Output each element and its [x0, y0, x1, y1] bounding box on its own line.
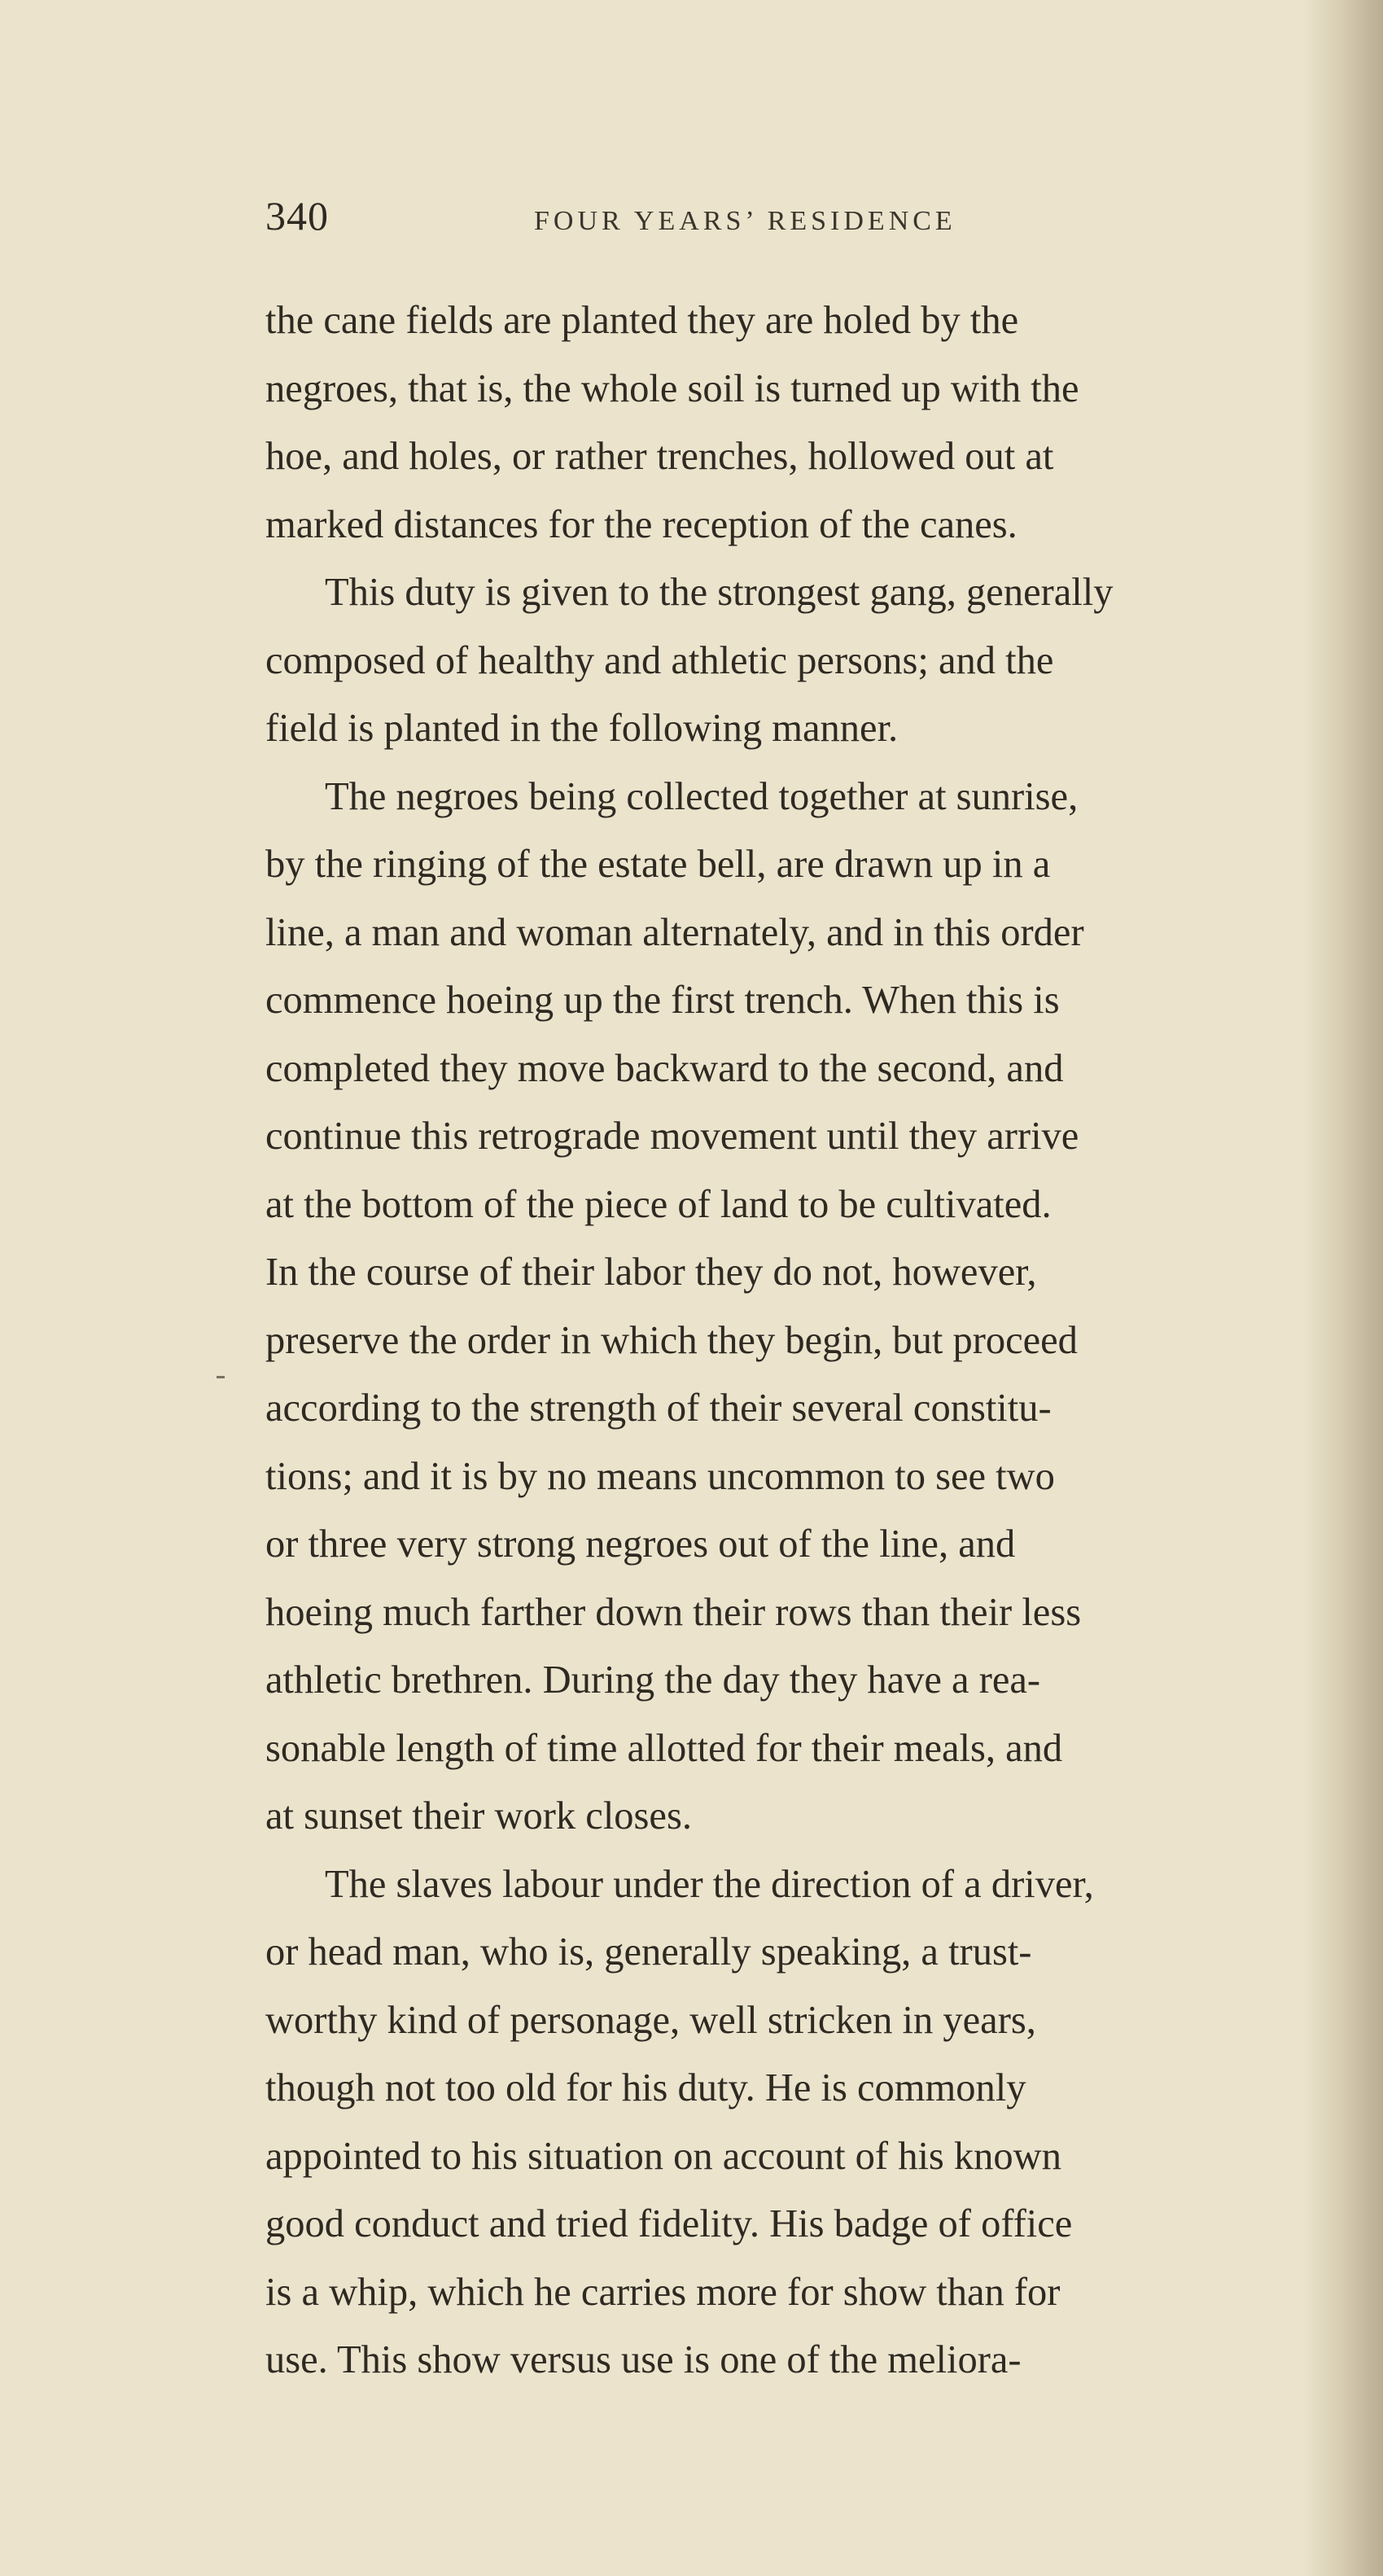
text-line: at the bottom of the piece of land to be cultivated. — [265, 1182, 1052, 1226]
text-line: according to the strength of their several constitu- — [265, 1387, 1052, 1430]
page-number: 340 — [265, 193, 329, 239]
text-line: field is planted in the following manner. — [265, 707, 899, 750]
text-line: hoeing much farther down their rows than their less — [265, 1590, 1082, 1634]
text-line: completed they move backward to the second, and — [265, 1046, 1064, 1090]
text-line: at sunset their work closes. — [265, 1794, 692, 1838]
paragraph-start-line: The slaves labour under the direction of a driver, — [325, 1862, 1094, 1906]
text-line: though not too old for his duty. He is commonly — [265, 2066, 1026, 2109]
text-line: preserve the order in which they begin, but proceed — [265, 1318, 1078, 1362]
text-line: composed of healthy and athletic persons; and the — [265, 638, 1054, 682]
text-line: marked distances for the reception of the canes. — [265, 502, 1018, 546]
text-line: negroes, that is, the whole soil is turned up with the — [265, 366, 1079, 410]
text-line: continue this retrograde movement until they arrive — [265, 1115, 1079, 1158]
text-line: appointed to his situation on account of his known — [265, 2134, 1061, 2178]
text-line: line, a man and woman alternately, and in this order — [265, 910, 1084, 954]
text-line: or three very strong negroes out of the line, and — [265, 1522, 1016, 1566]
paragraph-start-line: The negroes being collected together at sunrise, — [325, 774, 1079, 818]
text-line: the cane fields are planted they are holed by the — [265, 299, 1019, 342]
text-line: use. This show versus use is one of the meliora- — [265, 2338, 1022, 2381]
text-line: or head man, who is, generally speaking, a trust- — [265, 1930, 1032, 1974]
text-line: tions; and it is by no means uncommon to see two — [265, 1454, 1055, 1498]
text-line: sonable length of time allotted for their meals, and — [265, 1726, 1063, 1770]
running-header — [265, 192, 1315, 257]
text-line: In the course of their labor they do not, however, — [265, 1251, 1037, 1294]
text-line: worthy kind of personage, well stricken in years, — [265, 1998, 1036, 2042]
text-line: athletic brethren. During the day they have a rea- — [265, 1658, 1041, 1702]
running-title: FOUR YEARS’ RESIDENCE — [534, 206, 956, 236]
text-line: commence hoeing up the first trench. When this is — [265, 979, 1060, 1022]
paragraph-start-line: This duty is given to the strongest gang, generally — [325, 571, 1114, 614]
text-line: is a whip, which he carries more for show than for — [265, 2270, 1061, 2314]
text-line: by the ringing of the estate bell, are drawn up in a — [265, 843, 1051, 886]
text-line: hoe, and holes, or rather trenches, hollowed out at — [265, 435, 1054, 478]
body-text — [265, 287, 1381, 2394]
margin-mark — [217, 1376, 225, 1378]
text-line: good conduct and tried fidelity. His badge of office — [265, 2202, 1073, 2245]
